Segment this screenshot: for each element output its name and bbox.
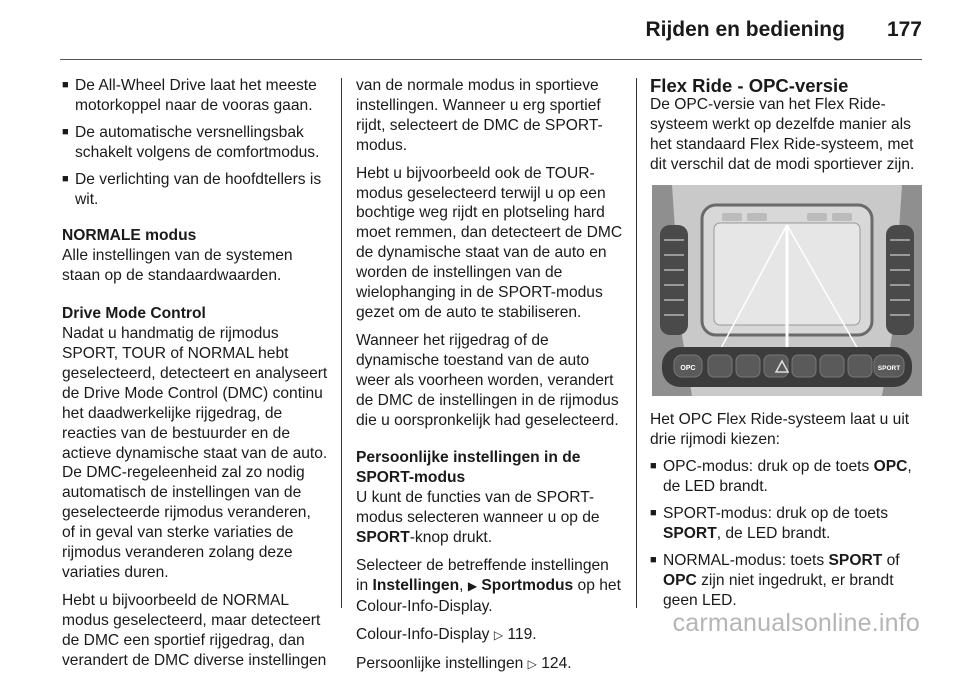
header-rule [60,59,922,60]
cross-reference[interactable]: Persoonlijke instellingen ▷ 124. [356,654,572,672]
list-item: ■ De automatische versnellingsbak schakelt volgens de comfortmodus. [62,123,320,161]
paragraph: Wanneer het rijgedrag of de dynamische toestand van de auto weer als voorheen worden, verandert de DMC de instellingen in de rijmodus die u oorspronkelijk had geselecteerd. [356,331,619,429]
paragraph: U kunt de functies van de SPORT-modus selecteren wanneer u op de SPORT-knop drukt. [356,489,600,547]
column-1 [62,76,328,678]
bullet-marker: ■ [650,460,657,473]
column-divider [341,78,342,608]
dashboard-photo [652,185,922,396]
bullet-marker: ■ [650,554,657,567]
paragraph: Selecteer de betreffende instellingen in Instellingen, ▶ Sportmodus op het Colour-Info-Display. [356,556,621,615]
bullet-marker: ■ [650,507,657,520]
section-heading-flexride-opc: Flex Ride - OPC-versie [650,75,849,96]
list-item: ■ De verlichting van de hoofdtellers is wit. [62,170,322,208]
sport-key-label: SPORT [356,529,410,547]
page-header [645,18,922,42]
page-number: 177 [886,18,922,41]
list-item: ■ NORMAL-modus: toets SPORT of OPC zijn niet ingedrukt, er brandt geen LED. [650,552,900,609]
bullet-marker: ■ [62,172,69,185]
bullet-marker: ■ [62,79,69,91]
paragraph: Het OPC Flex Ride-systeem laat u uit drie rijmodi kiezen: [650,410,910,448]
settings-menu-label: Instellingen [372,576,460,594]
paragraph: van de normale modus in sportieve instellingen. Wanneer u erg sportief rijdt, selecteert de DMC de SPORT-modus. [356,77,603,154]
chapter-title: Rijden en bediening [645,18,845,41]
column-3 [650,76,922,618]
watermark: carmanualsonline.info [672,609,920,637]
list-item: ■ De All-Wheel Drive laat het meeste motorkoppel naar de vooras gaan. [62,77,317,114]
arrow-right-icon: ▶ [467,578,478,593]
sportmodus-menu-label: Sportmodus [481,576,574,594]
page-reference-icon: ▷ [493,627,504,642]
list-item: ■ SPORT-modus: druk op de toets SPORT, de LED brandt. [650,505,889,543]
section-heading-personal: Persoonlijke instellingen in de SPORT-modus [356,449,581,487]
bullet-marker: ■ [62,125,69,138]
section-heading-normal: NORMALE modus [62,227,197,245]
paragraph: Hebt u bijvoorbeeld ook de TOUR-modus geselecteerd terwijl u op een bochtige weg rijdt en plotseling hard moet remmen, dan detecteert de DMC de dynamische staat van de auto en worden de instellingen van de wielophanging in de SPORT-modus gezet om de auto te stabiliseren. [356,164,623,321]
section-heading-dmc: Drive Mode Control [62,305,206,323]
paragraph: Hebt u bijvoorbeeld de NORMAL modus geselecteerd, maar detecteert de DMC een sportief rijgedrag, dan verandert de DMC diverse instellingen [62,591,327,669]
page-reference-icon: ▷ [527,656,537,671]
column-divider [636,78,637,608]
list-item: ■ OPC-modus: druk op de toets OPC, de LED brandt. [650,458,912,496]
cross-reference[interactable]: Colour-Info-Display ▷ 119. [356,625,537,643]
column-2 [356,76,624,682]
paragraph: Alle instellingen van de systemen staan op de standaardwaarden. [62,247,293,285]
paragraph: Nadat u handmatig de rijmodus SPORT, TOUR of NORMAL hebt geselecteerd, detecteert en analyseert de Drive Mode Control (DMC) continu het daadwerkelijke rijgedrag, de reacties van de bestuurder en de actieve dynamische staat van de auto. De DMC-regeleenheid zal zo nodig automatisch de instellingen van de geselecteerde rijmodus veranderen, of in geval van sterke variaties de rijmodus veranderen zolang deze variaties duren. [62,325,328,581]
sport-button-label: SPORT [877,364,901,372]
paragraph: De OPC-versie van het Flex Ride-systeem werkt op dezelfde manier als het standaard Flex Ride-systeem, met dit verschil dat de modi sportiever zijn. [650,96,915,173]
center-console-illustration [652,185,922,396]
opc-button-label: OPC [680,364,696,372]
